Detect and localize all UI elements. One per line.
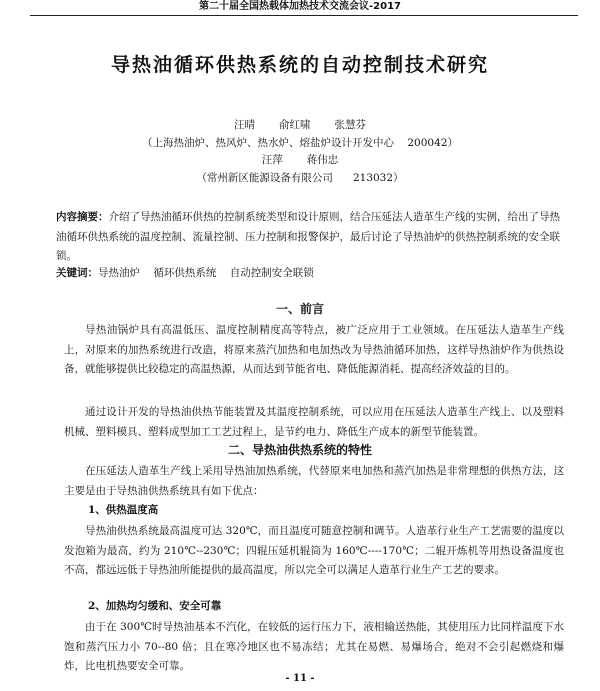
paragraph: 通过设计开发的导热油供热节能装置及其温度控制系统，可以应用在压延法人造革生产线上、以及塑料机械、塑料模具、塑料成型加工工艺过程上，是节约电力、降低生产成本的新型节能装置。 [64,406,564,438]
paragraph: 导热油供热系统最高温度可达 320℃，而且温度可随意控制和调节。人造革行业生产工艺需要的温度以发泡箱为最高，约为 210℃--230℃；四辊压延机辊筒为 160℃----170℃；二辊开炼机等用热设备温度也不高，都远远低于导热油所能提供的最高温度，所以完全可以满足人造革行业生产工艺的要求。 [64,525,565,576]
author-name: 蒋伟忠 [306,154,339,166]
page-number: - 11 - [285,673,315,684]
running-header: 第二十届全国热载体加热技术交流会议-2017 [199,1,401,12]
section-title: 二、导热油供热系统的特性 [227,443,372,457]
abstract-label: 内容摘要： [56,211,109,223]
paper-title: 导热油循环供热系统的自动控制技术研究 [110,54,489,76]
author-line-1 [0,117,600,132]
paragraph: 在压延法人造革生产线上采用导热油加热系统，代替原来电加热和蒸汽加热是非常理想的供热方法，这主要是由于导热油供热系统具有如下优点： [64,465,564,497]
author-name: 汪晴 [234,119,255,131]
keywords-label: 关键词： [56,267,98,279]
author-name: 张慧芬 [334,119,366,131]
paragraph: 导热油锅炉具有高温低压、温度控制精度高等特点，被广泛应用于工业领域。在压延法人造革生产线上，对原来的加热系统进行改造，将原来蒸汽加热和电加热改为导热油循环加热，这样导热油炉作为供热设备，就能够提供比较稳定的高温热源，从而达到节能省电、降低能源消耗、提高经济效益的目的。 [64,324,564,375]
keywords-text: 导热油炉 循环供热系统 自动控制安全联锁 [98,267,314,279]
affiliation-1: （上海热油炉、热风炉、热水炉、熔盐炉设计开发中心 200042） [142,137,458,149]
header-rule [30,15,578,16]
author-name: 汪萍 [261,154,283,166]
section-title: 一、前言 [275,302,324,316]
author-name: 俞红啸 [279,119,311,131]
subsection-title: 2、加热均匀缓和、安全可靠 [88,600,222,612]
subsection-title: 1、供热温度高 [88,504,159,516]
abstract-text: 介绍了导热油循环供热的控制系统类型和设计原则，结合压延法人造革生产线的实例，给出了导热油循环供热系统的温度控制、流量控制、压力控制和报警保护，最后讨论了导热油炉的供热控制系统的安全联锁。 [56,211,560,262]
paragraph: 由于在 300℃时导热油基本不汽化，在较低的运行压力下，液相输送热能，其使用压力比同样温度下水饱和蒸汽压力小 70--80 倍；且在寒冷地区也不易冻结；尤其在易燃、易爆场合，绝对不会引起燃烧和爆炸，比电机热要安全可靠。 [64,621,564,672]
author-line-2 [0,152,600,167]
keywords [56,264,562,284]
affiliation-2: （常州新区能源设备有限公司 213032） [196,172,404,184]
abstract [56,208,562,267]
